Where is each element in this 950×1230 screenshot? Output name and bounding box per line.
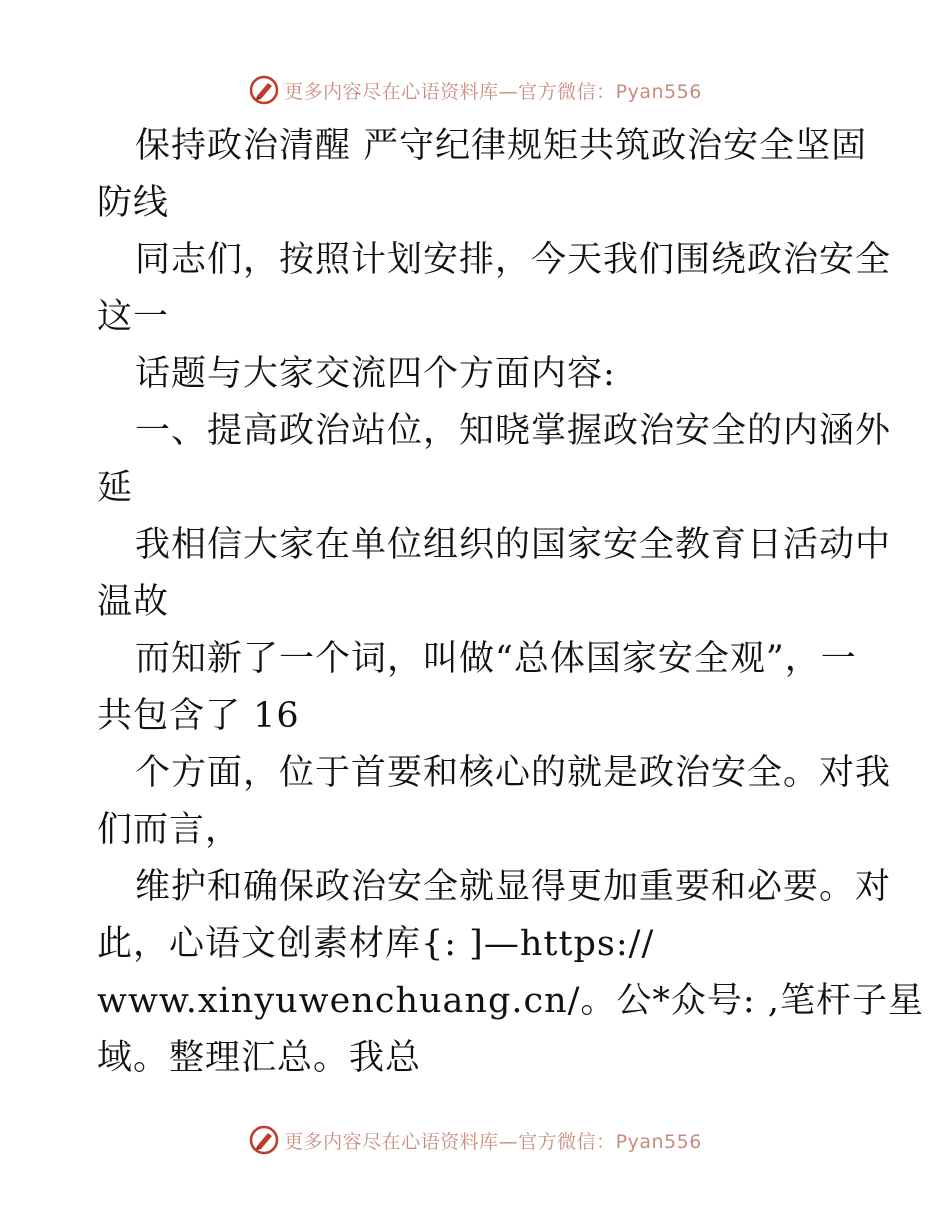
text-line: 延: [97, 468, 134, 508]
document-body: [97, 118, 924, 1087]
text-line: 们而言，: [97, 810, 242, 850]
text-line: 维护和确保政治安全就显得更加重要和必要。对: [135, 867, 892, 907]
text-line: 域。整理汇总。我总: [97, 1038, 422, 1078]
header-banner-text: 更多内容尽在心语资料库—官方微信：Pyan556: [284, 80, 702, 103]
footer-banner-text: 更多内容尽在心语资料库—官方微信：Pyan556: [284, 1130, 702, 1153]
text-line: 而知新了一个词，叫做“总体国家安全观”，一: [135, 639, 857, 679]
text-line: 温故: [97, 582, 170, 622]
text-line: www.xinyuwenchuang.cn/。公*众号: ,笔杆子星: [97, 981, 924, 1021]
text-line: 此，心语文创素材库{: ]—https://: [97, 924, 655, 964]
header-banner: [0, 70, 950, 110]
text-line: 个方面，位于首要和核心的就是政治安全。对我: [135, 753, 892, 793]
text-line: 保持政治清醒 严守纪律规矩共筑政治安全坚固: [135, 126, 868, 166]
text-line: 同志们，按照计划安排，今天我们围绕政治安全: [135, 240, 892, 280]
text-line: 这一: [97, 297, 170, 337]
text-line: 共包含了 16: [97, 696, 300, 736]
text-line: 一、提高政治站位，知晓掌握政治安全的内涵外: [135, 411, 892, 451]
logo-pen-icon: [248, 74, 280, 106]
footer-banner: [0, 1120, 950, 1160]
text-line: 防线: [97, 183, 170, 223]
logo-pen-icon: [248, 1124, 280, 1156]
text-line: 我相信大家在单位组织的国家安全教育日活动中: [135, 525, 892, 565]
text-line: 话题与大家交流四个方面内容:: [135, 354, 616, 394]
